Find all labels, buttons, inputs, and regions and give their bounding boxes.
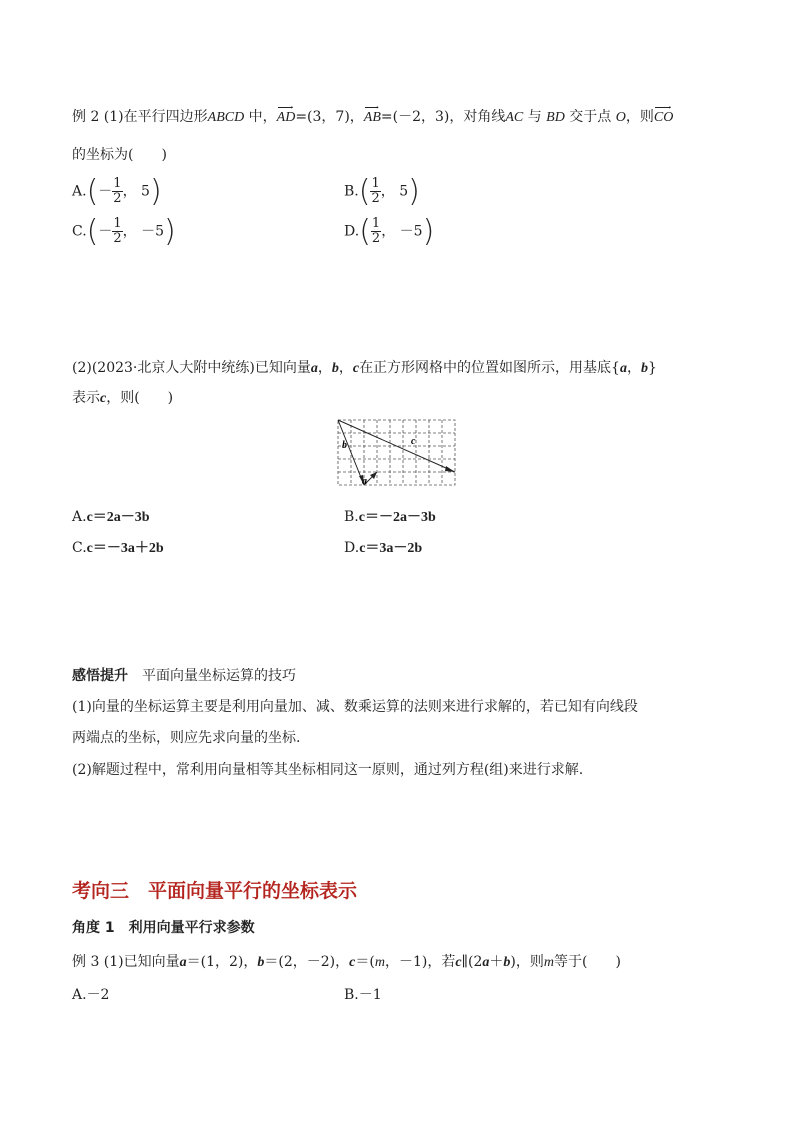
option-label: D. (344, 223, 360, 240)
vector-grid-figure (334, 416, 460, 490)
diagonal-ac: AC (505, 110, 524, 125)
text-fragment: 表示 (72, 390, 100, 406)
angle-heading: 角度 1 利用向量平行求参数 (72, 920, 255, 936)
insight-header (72, 665, 296, 685)
ex2-part2-line1 (72, 357, 657, 377)
option-second-coordinate: 5 (399, 183, 409, 200)
option-second-coordinate: 5 (141, 183, 150, 200)
vector-b: b (331, 361, 339, 376)
fraction-denominator: 2 (371, 231, 381, 246)
text-fragment: 等于( ) (553, 954, 621, 970)
ex2-option-a[interactable]: A.(－ $\frac{1}{2}$ ， 5) (72, 174, 162, 209)
ex2-2-option-b[interactable] (344, 506, 436, 526)
grid-lines (338, 420, 455, 485)
option-label: C. (72, 223, 87, 240)
ex2-2-option-a[interactable] (72, 506, 150, 526)
insight-item2: (2)解题过程中，常利用向量相等其坐标相同这一原则，通过列方程(组)来进行求解. (72, 762, 584, 778)
ex2-part1-line2: 的坐标为( ) (72, 147, 167, 163)
vector-co: → CO (653, 100, 674, 125)
text-fragment: 中， (244, 109, 277, 125)
vector-c: c (352, 361, 360, 376)
text-fragment: ，－1)，若 (384, 954, 456, 970)
vector-c: c (100, 391, 107, 406)
fraction-numerator: 1 (113, 216, 122, 231)
param-m: m (374, 955, 385, 970)
fraction (371, 217, 381, 246)
ex2-part1-line1 (72, 100, 674, 126)
separator: ， (338, 360, 353, 376)
option-text: c＝－2a－3b (358, 510, 436, 525)
option-sign: － (98, 223, 113, 240)
vector-ab: → AB (363, 100, 381, 125)
fraction-numerator: 1 (371, 216, 381, 231)
vector-b: b (640, 361, 648, 376)
vector-a: a (482, 955, 490, 970)
fraction (112, 217, 122, 246)
parallelogram-name: ABCD (207, 110, 245, 125)
ex2-option-b[interactable]: B.( $\frac{1}{2}$ ， 5) (344, 174, 420, 209)
vector-a: a (310, 361, 318, 376)
text-fragment: 在正方形网格中的位置如图所示，用基底{ (359, 360, 620, 376)
insight-item1-line1: (1)向量的坐标运算主要是利用向量加、减、数乘运算的法则来进行求解的，若已知有向线段 (72, 699, 638, 715)
arrowhead-c (445, 466, 455, 472)
ex2-part2-lead: (2)(2023·北京人大附中统练)已知向量 (72, 360, 311, 376)
vector-ad: → AD (276, 100, 296, 125)
brace-close: } (647, 360, 657, 376)
figure-label-b: b (342, 440, 347, 451)
option-text: c＝3a－2b (359, 541, 423, 556)
option-label: A. (72, 987, 87, 1003)
option-label: A. (72, 183, 87, 200)
option-sign: － (98, 183, 113, 200)
text-fragment: ＝( (355, 954, 375, 970)
option-text: c＝－3a＋2b (86, 541, 164, 556)
ex2-option-d[interactable]: D.( $\frac{1}{2}$ ， －5) (344, 214, 435, 249)
section-heading: 考向三 平面向量平行的坐标表示 (72, 880, 358, 902)
point-o: O (615, 110, 626, 125)
ex2-2-option-c[interactable] (72, 537, 164, 557)
fraction-denominator: 2 (371, 191, 380, 206)
text-fragment: 交于点 (564, 109, 616, 125)
ex2-option-c[interactable]: C.(－ $\frac{1}{2}$ ， －5) (72, 214, 176, 249)
option-label: A. (72, 509, 87, 525)
ex3-option-a[interactable] (72, 984, 109, 1004)
ex3-option-b[interactable] (344, 984, 382, 1004)
ex3-lead: 例 3 (1)已知向量 (72, 954, 180, 970)
option-text: －2 (86, 987, 110, 1003)
vector-ab-label: AB (363, 110, 381, 125)
option-label: B. (344, 987, 359, 1003)
vector-b: b (257, 955, 265, 970)
option-label: C. (72, 540, 87, 556)
fraction (112, 177, 122, 206)
separator: ， (317, 360, 332, 376)
fraction-denominator: 2 (113, 231, 122, 246)
param-m: m (543, 955, 554, 970)
vector-c: c (455, 955, 462, 970)
vector-ad-value: =(3，7)， (295, 109, 364, 125)
ex3-line1 (72, 951, 621, 971)
text-fragment: )，则 (510, 954, 544, 970)
option-label: B. (344, 183, 359, 200)
vector-c: c (349, 955, 356, 970)
vector-b-value: ＝(2，－2)， (264, 954, 350, 970)
vector-a-value: ＝(1，2)， (186, 954, 258, 970)
parallel-symbol: ∥(2 (461, 954, 483, 970)
diagonal-bd: BD (546, 110, 565, 125)
vector-b: b (503, 955, 511, 970)
option-text: c＝2a－3b (86, 510, 150, 525)
insight-subtitle: 平面向量坐标运算的技巧 (142, 668, 296, 684)
insight-title: 感悟提升 (72, 668, 128, 684)
fraction (370, 177, 380, 206)
fraction-denominator: 2 (113, 191, 122, 206)
option-label: D. (344, 540, 360, 556)
option-second-coordinate: －5 (141, 223, 165, 240)
separator: ， (626, 360, 641, 376)
ex2-2-option-d[interactable] (344, 537, 422, 557)
figure-label-c: c (411, 436, 416, 447)
fraction-numerator: 1 (371, 176, 380, 191)
insight-item1-line2: 两端点的坐标，则应先求向量的坐标. (72, 730, 301, 746)
vector-co-label: CO (653, 110, 674, 125)
vector-ab-value: =(－2，3)，对角线 (380, 109, 506, 125)
plus-sign: ＋ (489, 954, 504, 970)
vector-a: a (179, 955, 187, 970)
figure-label-a: a (362, 476, 367, 487)
option-second-coordinate: －5 (399, 223, 423, 240)
option-label: B. (344, 509, 359, 525)
vector-ad-label: AD (276, 110, 296, 125)
text-fragment: 与 (523, 109, 547, 125)
text-fragment: ，则( ) (106, 390, 174, 406)
fraction-numerator: 1 (113, 176, 122, 191)
ex2-lead: 例 2 (1)在平行四边形 (72, 109, 208, 125)
ex2-part2-line2 (72, 387, 173, 407)
option-text: －1 (358, 987, 382, 1003)
text-fragment: ，则 (625, 109, 654, 125)
vector-a: a (619, 361, 627, 376)
